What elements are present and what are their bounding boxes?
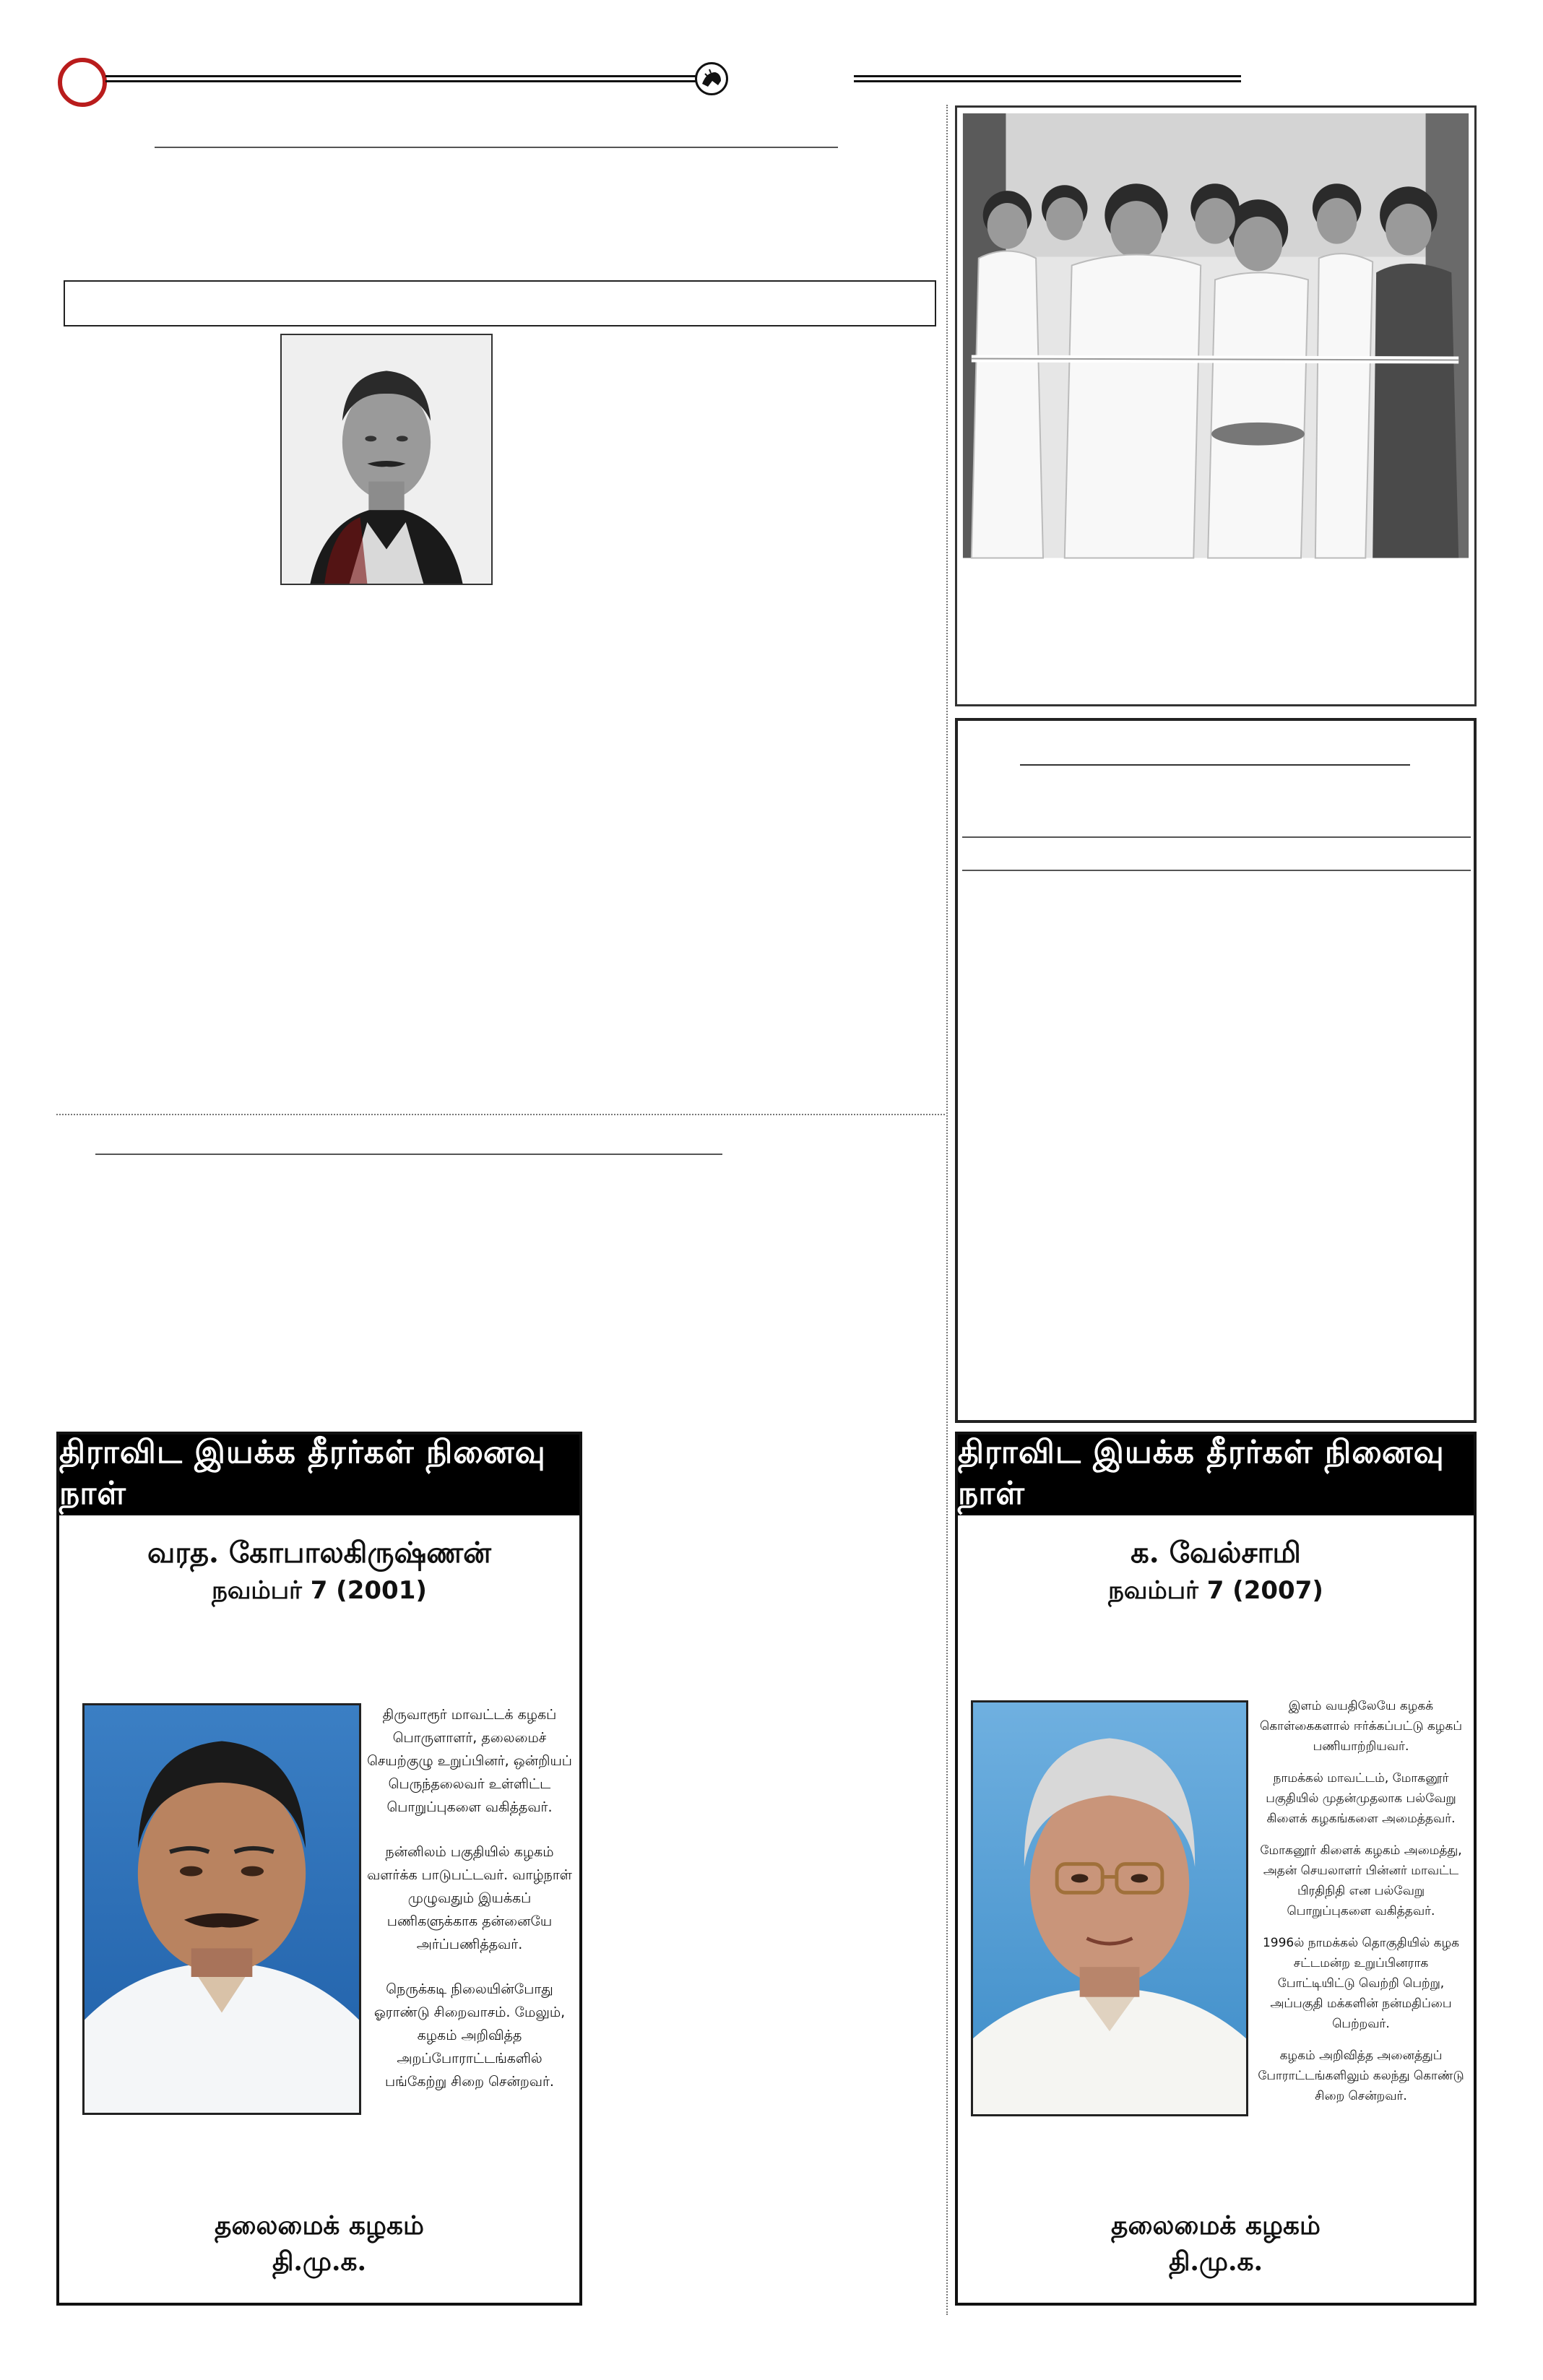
memorial-bio-paragraph: கழகம் அறிவித்த அனைத்துப் போராட்டங்களிலும் கலந்து கொண்டு சிறை சென்றவர். (1258, 2048, 1464, 2103)
ribbon-cutting-photo-box (955, 105, 1477, 706)
header-rule-right (854, 75, 1241, 82)
memorial-photo (82, 1703, 361, 2115)
memorial-bio-paragraph: நெருக்கடி நிலையின்போது ஓராண்டு சிறைவாசம். மேலும், கழகம் அறிவித்த அறப்போராட்டங்களில் பங்கேற்று சிறை சென்றவர். (373, 1981, 566, 2090)
memorial-box-gopalakrishnan (56, 1432, 582, 2306)
section-divider (56, 1114, 945, 1115)
memorial-banner: திராவிட இயக்க தீரர்கள் நினைவு நாள் (59, 1435, 579, 1515)
group-photo (957, 108, 1474, 704)
memorial-bio-paragraph: 1996ல் நாமக்கல் தொகுதியில் கழக சட்டமன்ற உறுப்பினராக போட்டியிட்டு வெற்றி பெற்று, அப்பகுதி மக்களின் நன்மதிப்பை பெற்றவர். (1262, 1936, 1460, 2031)
memorial-date: நவம்பர் 7 (2007) (1108, 1576, 1323, 1605)
right-article-box (955, 718, 1477, 1423)
memorial-banner: திராவிட இயக்க தீரர்கள் நினைவு நாள் (958, 1435, 1474, 1515)
memorial-bio-paragraph: இளம் வயதிலேயே கழகக் கொள்கைகளால் ஈர்க்கப்பட்டு கழகப் பணியாற்றியவர். (1259, 1699, 1462, 1754)
right-article-rule-1 (962, 836, 1471, 838)
memorial-bio-paragraph: நாமக்கல் மாவட்டம், மோகனூர் பகுதியில் முதன்முதலாக பல்வேறு கிளைக் கழகங்களை அமைத்தவர். (1266, 1771, 1456, 1826)
memorial-name: க. வேல்சாமி (1131, 1536, 1301, 1570)
memorial-footer-line1: தலைமைக் கழகம் (1111, 2210, 1321, 2241)
memorial-footer-line2: தி.மு.க. (272, 2246, 367, 2277)
right-article-rule-2 (962, 870, 1471, 871)
leader-portrait-photo (280, 334, 493, 585)
rising-sun-emblem-icon (695, 62, 728, 95)
column-divider (946, 105, 948, 2315)
memorial-bio-paragraph: மோகனூர் கிளைக் கழகம் அமைத்து, அதன் செயலாளர் பின்னர் மாவட்ட பிரதிநிதி என பல்வேறு பொறுப்புகளை வகித்தவர். (1260, 1843, 1462, 1918)
memorial-footer (59, 2207, 579, 2280)
memorial-photo (971, 1700, 1248, 2116)
memorial-footer (958, 2207, 1474, 2280)
second-headline-rule (95, 1154, 722, 1155)
subheading-box (64, 280, 936, 326)
memorial-date: நவம்பர் 7 (2001) (212, 1576, 427, 1605)
headline-rule (155, 147, 838, 148)
memorial-bio (1254, 1696, 1468, 2118)
memorial-footer-line2: தி.மு.க. (1168, 2246, 1263, 2277)
header-rule-left (105, 75, 699, 82)
memorial-bio-paragraph: நன்னிலம் பகுதியில் கழகம் வளர்க்க பாடுபட்டவர். வாழ்நாள் முழுவதும் இயக்கப் பணிகளுக்காக தன்னையே அர்ப்பணித்தவர். (367, 1844, 572, 1952)
right-article-headline-rule (1020, 764, 1410, 766)
red-ring-icon (58, 58, 107, 107)
memorial-bio-paragraph: திருவாரூர் மாவட்டக் கழகப் பொருளாளர், தலைமைச் செயற்குழு உறுப்பினர், ஒன்றியப் பெருந்தலைவர் உள்ளிட்ட பொறுப்புகளை வகித்தவர். (367, 1707, 572, 1815)
memorial-bio (367, 1703, 572, 2115)
memorial-name: வரத. கோபாலகிருஷ்ணன் (147, 1536, 491, 1570)
memorial-box-velsamy (955, 1432, 1477, 2306)
memorial-footer-line1: தலைமைக் கழகம் (215, 2210, 424, 2241)
